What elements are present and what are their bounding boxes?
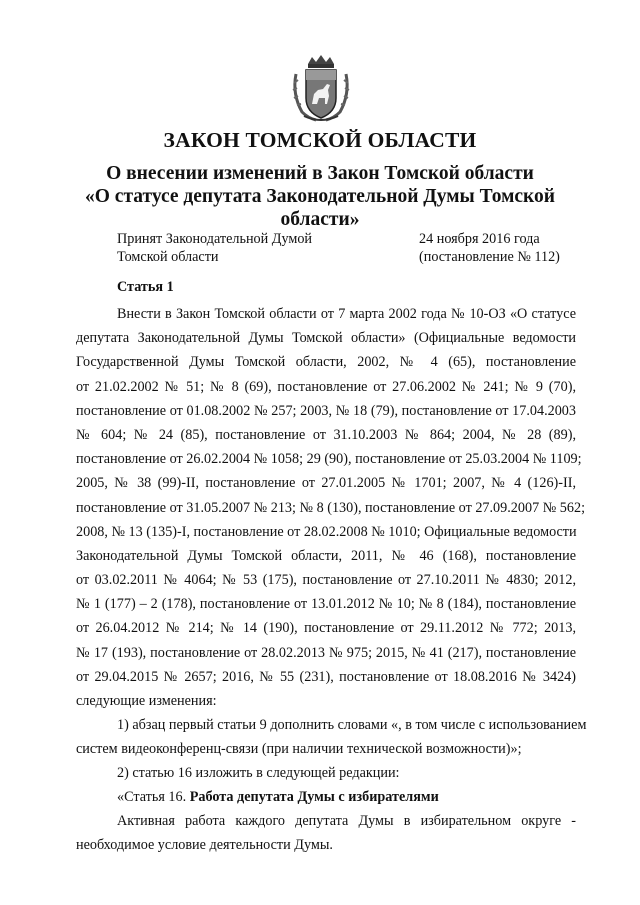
quoted-article-heading — [76, 785, 576, 809]
amendment-item-1 — [76, 713, 587, 761]
text-line: постановление от 01.08.2002 № 257; 2003, № 18 (79), постановление от 17.04.2003 — [76, 402, 576, 419]
tomsk-oblast-coat-of-arms-icon — [290, 54, 352, 124]
text-line: необходимое условие деятельности Думы. — [76, 837, 333, 854]
text-line: от 21.02.2002 № 51; № 8 (69), постановление от 27.06.2002 № 241; № 9 (70), — [76, 378, 576, 395]
text-line: 2005, № 38 (99)-II, постановление от 27.01.2005 № 1701; 2007, № 4 (126)-II, — [76, 475, 576, 492]
text-line: 2) статью 16 изложить в следующей редакции: — [117, 765, 400, 781]
resolution-number: (постановление № 112) — [419, 249, 560, 265]
text-line: от 29.04.2015 № 2657; 2016, № 55 (231), постановление от 18.08.2016 № 3424) — [76, 668, 576, 685]
text-line: следующие изменения: — [76, 693, 217, 709]
text-line: № 17 (193), постановление от 28.02.2013 № 975; 2015, № 41 (217), постановление — [76, 644, 576, 661]
adopted-by — [117, 230, 312, 266]
adoption-date: 24 ноября 2016 года — [419, 231, 540, 247]
quoted-article-text — [76, 809, 576, 857]
text-line: Законодательной Думы Томской области, 2011, № 46 (168), постановление — [76, 547, 576, 564]
subtitle-line: «О статусе депутата Законодательной Думы Томской — [85, 186, 555, 207]
amendment-item-2 — [76, 761, 576, 785]
text-line: депутата Законодательной Думы Томской области» (Официальные ведомости — [76, 330, 576, 347]
article-intro-paragraph — [76, 302, 586, 713]
adopted-by-line: Принят Законодательной Думой — [117, 231, 313, 247]
text-line: от 03.02.2011 № 4064; № 53 (175), постановление от 27.10.2011 № 4830; 2012, — [76, 572, 576, 589]
text-line: Активная работа каждого депутата Думы в избирательном округе - — [117, 813, 576, 829]
law-title: ЗАКОН ТОМСКОЙ ОБЛАСТИ — [163, 128, 477, 152]
subtitle-line: области» — [280, 209, 360, 230]
quoted-article-title: Работа депутата Думы с избирателями — [189, 789, 439, 805]
text-line: 1) абзац первый статьи 9 дополнить словами «, в том числе с использованием — [117, 717, 587, 733]
law-subtitle — [60, 162, 580, 231]
text-line: Государственной Думы Томской области, 2002, № 4 (65), постановление — [76, 354, 576, 371]
text-line: постановление от 31.05.2007 № 213; № 8 (130), постановление от 27.09.2007 № 562; — [76, 499, 586, 516]
article-heading: Статья 1 — [117, 279, 174, 295]
text-line: № 1 (177) – 2 (178), постановление от 13.01.2012 № 10; № 8 (184), постановление — [76, 596, 576, 613]
text-line: постановление от 26.02.2004 № 1058; 29 (90), постановление от 25.03.2004 № 1109; — [76, 451, 582, 468]
adoption-date-block — [419, 230, 560, 266]
text-line: № 604; № 24 (85), постановление от 31.10.2003 № 864; 2004, № 28 (89), — [76, 426, 576, 443]
text-line: от 26.04.2012 № 214; № 14 (190), постановление от 29.11.2012 № 772; 2013, — [76, 620, 576, 637]
quoted-article-prefix: «Статья 16. — [117, 789, 190, 805]
text-line: систем видеоконференц-связи (при наличии технической возможности)»; — [76, 741, 522, 758]
text-line: 2008, № 13 (135)-I, постановление от 28.02.2008 № 1010; Официальные ведомости — [76, 523, 577, 540]
adopted-by-line: Томской области — [117, 249, 219, 265]
subtitle-line: О внесении изменений в Закон Томской области — [106, 163, 534, 184]
text-line: Внести в Закон Томской области от 7 марта 2002 года № 10-ОЗ «О статусе — [117, 306, 576, 322]
